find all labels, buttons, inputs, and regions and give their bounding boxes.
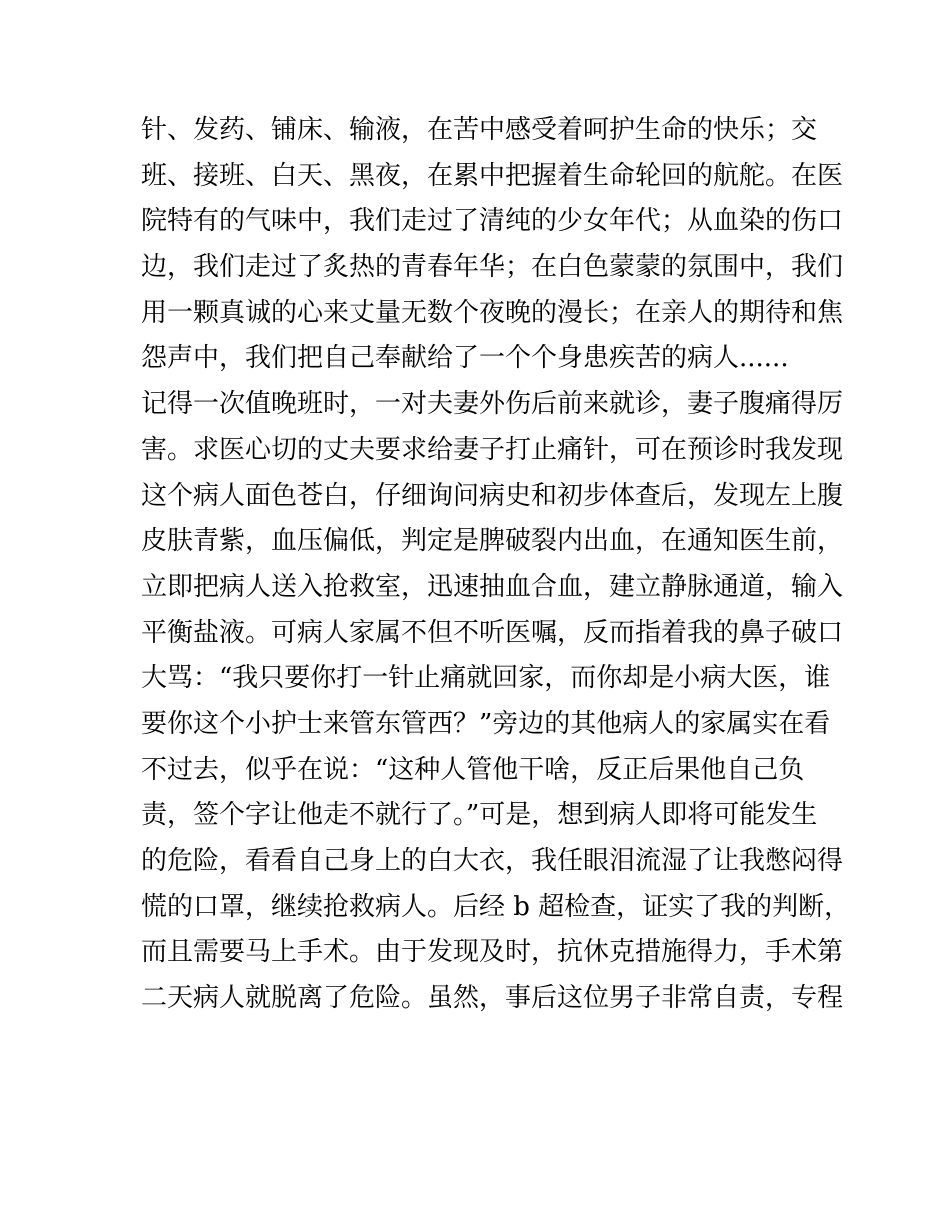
text-line: 大骂：“我只要你打一针止痛就回家，而你却是小病大医，谁 xyxy=(141,663,831,694)
body-text xyxy=(141,108,851,1022)
text-line: 记得一次值晚班时，一对夫妻外伤后前来就诊，妻子腹痛得厉 xyxy=(141,389,844,420)
text-line: 二天病人就脱离了危险。虽然，事后这位男子非常自责，专程 xyxy=(141,983,844,1014)
text-line: 慌的口罩，继续抢救病人。后经 b 超检查，证实了我的判断， xyxy=(141,891,851,922)
text-line: 害。求医心切的丈夫要求给妻子打止痛针，可在预诊时我发现 xyxy=(141,434,844,465)
text-line: 责，签个字让他走不就行了。”可是，想到病人即将可能发生 xyxy=(141,800,818,831)
text-line: 不过去，似乎在说：“这种人管他干啥，反正后果他自己负 xyxy=(141,754,805,785)
text-line: 皮肤青紫，血压偏低，判定是脾破裂内出血，在通知医生前， xyxy=(141,526,844,557)
text-line: 立即把病人送入抢救室，迅速抽血合血，建立静脉通道，输入 xyxy=(141,571,844,602)
text-line: 平衡盐液。可病人家属不但不听医嘱，反而指着我的鼻子破口 xyxy=(141,617,844,648)
text-line: 这个病人面色苍白，仔细询问病史和初步体查后，发现左上腹 xyxy=(141,480,844,511)
text-line: 要你这个小护士来管东管西？”旁边的其他病人的家属实在看 xyxy=(141,708,831,739)
text-line: 边，我们走过了炙热的青春年华；在白色蒙蒙的氛围中，我们 xyxy=(141,252,844,283)
text-line: 院特有的气味中，我们走过了清纯的少女年代；从血染的伤口 xyxy=(141,206,844,237)
text-line: 班、接班、白天、黑夜，在累中把握着生命轮回的航舵。在医 xyxy=(141,160,844,191)
text-line: 针、发药、铺床、输液，在苦中感受着呵护生命的快乐；交 xyxy=(141,115,818,145)
text-line: 怨声中，我们把自己奉献给了一个个身患疾苦的病人...... xyxy=(141,343,789,374)
text-line: 的危险，看看自己身上的白大衣，我任眼泪流湿了让我憋闷得 xyxy=(141,846,844,876)
text-line: 而且需要马上手术。由于发现及时，抗休克措施得力，手术第 xyxy=(141,937,844,968)
text-line: 用一颗真诚的心来丈量无数个夜晚的漫长；在亲人的期待和焦 xyxy=(141,297,844,328)
